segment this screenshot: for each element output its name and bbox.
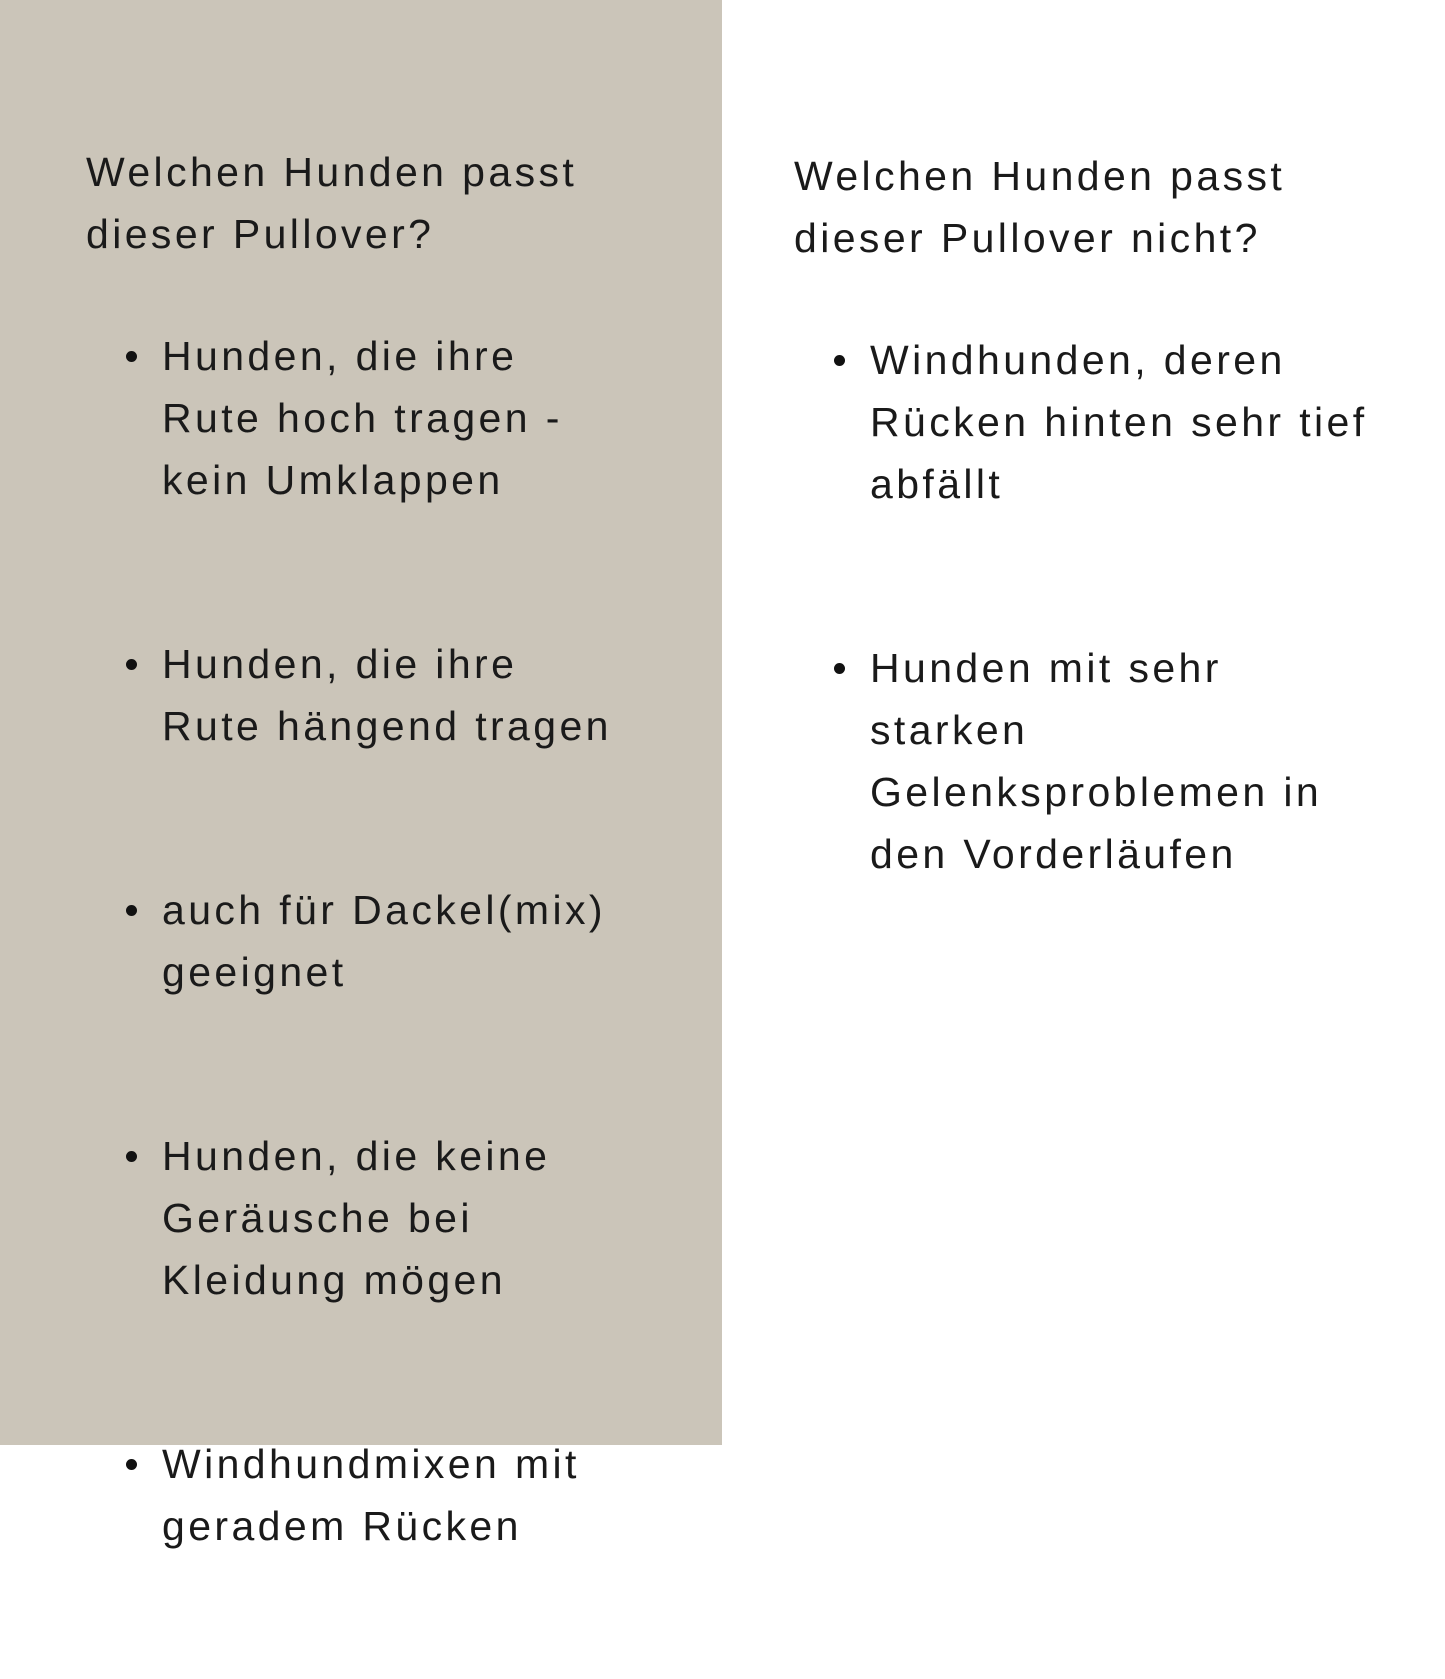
heading-line: dieser Pullover? xyxy=(86,211,435,257)
item-line: den Vorderläufen xyxy=(870,831,1237,877)
bullet-icon xyxy=(126,1459,137,1470)
list-item xyxy=(162,1433,612,1557)
item-line: Rücken hinten sehr tief xyxy=(870,399,1368,445)
bullet-icon xyxy=(834,355,845,366)
item-line: geradem Rücken xyxy=(162,1503,522,1549)
item-line: Hunden, die ihre xyxy=(162,333,518,379)
heading-line: Welchen Hunden passt xyxy=(794,153,1286,199)
item-line: Gelenksproblemen in xyxy=(870,769,1323,815)
list-item xyxy=(162,879,612,1003)
item-line: Windhundmixen mit xyxy=(162,1441,580,1487)
unsuitable-heading xyxy=(794,145,1285,269)
item-line: starken xyxy=(870,707,1029,753)
item-line: Kleidung mögen xyxy=(162,1257,506,1303)
list-item xyxy=(870,637,1368,885)
suitable-heading xyxy=(86,141,577,265)
item-line: abfällt xyxy=(870,461,1004,507)
item-line: Rute hängend tragen xyxy=(162,703,612,749)
bullet-icon xyxy=(126,659,137,670)
item-line: Rute hoch tragen - xyxy=(162,395,563,441)
item-line: Geräusche bei xyxy=(162,1195,473,1241)
list-item xyxy=(162,1125,612,1311)
item-line: Hunden, die keine xyxy=(162,1133,551,1179)
heading-line: dieser Pullover nicht? xyxy=(794,215,1261,261)
suitable-list xyxy=(162,325,612,1679)
bullet-icon xyxy=(834,663,845,674)
item-line: auch für Dackel(mix) xyxy=(162,887,606,933)
unsuitable-list xyxy=(870,329,1368,1007)
list-item xyxy=(870,329,1368,515)
item-line: Hunden mit sehr xyxy=(870,645,1222,691)
bullet-icon xyxy=(126,1151,137,1162)
bullet-icon xyxy=(126,905,137,916)
item-line: kein Umklappen xyxy=(162,457,504,503)
item-line: geeignet xyxy=(162,949,347,995)
list-item xyxy=(162,325,612,511)
list-item xyxy=(162,633,612,757)
item-line: Windhunden, deren xyxy=(870,337,1286,383)
item-line: Hunden, die ihre xyxy=(162,641,518,687)
heading-line: Welchen Hunden passt xyxy=(86,149,578,195)
unsuitable-panel xyxy=(722,0,1445,1445)
bullet-icon xyxy=(126,351,137,362)
suitable-panel xyxy=(0,0,722,1549)
